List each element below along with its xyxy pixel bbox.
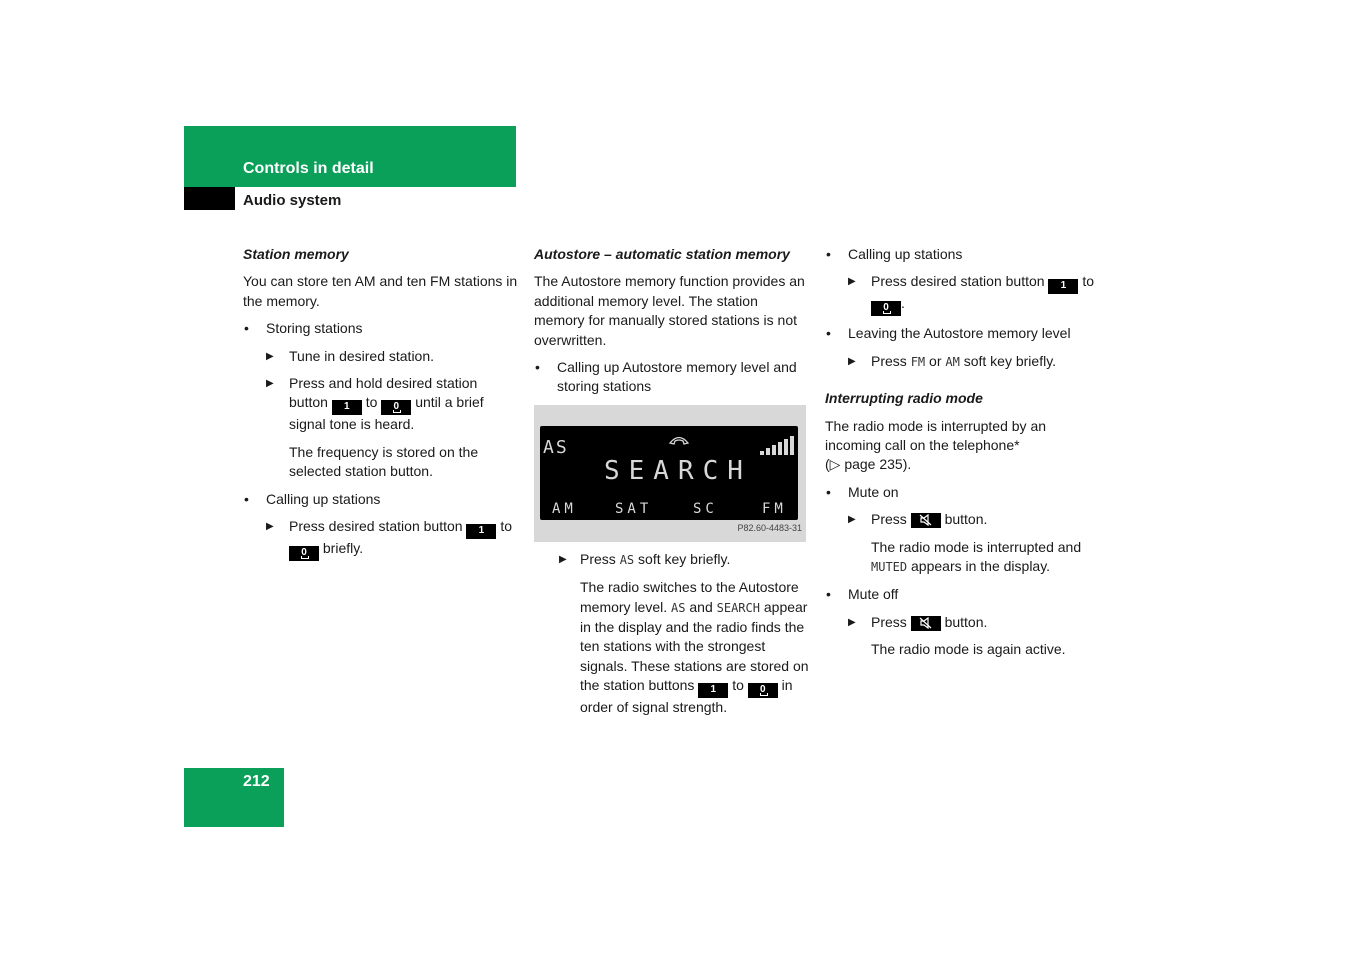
key-0-icon: 0 xyxy=(748,683,778,698)
arrow-icon: ▶ xyxy=(848,355,856,367)
radio-display xyxy=(540,426,798,520)
arrow-icon: ▶ xyxy=(848,276,856,288)
subsection-title: Audio system xyxy=(243,192,342,209)
note-frequency: The frequency is stored on the selected station button. xyxy=(289,443,479,480)
section-title: Controls in detail xyxy=(243,160,374,177)
arrow-icon: ▶ xyxy=(559,553,567,565)
step-press-desired-2: ▶ Press desired station button 1 to 0 . xyxy=(825,272,1100,316)
bullet-calling-stations: • Calling up stations xyxy=(243,490,518,509)
heading-autostore: Autostore – automatic station memory xyxy=(534,246,790,262)
display-sc: SC xyxy=(693,500,718,517)
key-1-icon: 1 xyxy=(332,400,362,415)
figure-reference: P82.60-4483-31 xyxy=(737,523,802,534)
key-1-icon: 1 xyxy=(466,524,496,539)
signal-strength-icon xyxy=(760,436,796,456)
mute-icon xyxy=(911,513,941,528)
column-autostore xyxy=(534,245,809,726)
note-active: The radio mode is again active. xyxy=(871,641,1066,658)
key-0-icon: 0 xyxy=(871,301,901,316)
intro-text: You can store ten AM and ten FM stations in the memory. xyxy=(243,273,518,309)
heading-station-memory: Station memory xyxy=(243,246,349,262)
step-press-as: ▶ Press AS soft key briefly. xyxy=(534,550,809,570)
note-muted: The radio mode is interrupted and MUTED appears in the display. xyxy=(871,538,1082,575)
bullet-calling-up: • Calling up stations xyxy=(825,245,1100,264)
step-press-mute-on: ▶ Press button. xyxy=(825,510,1100,529)
key-0-icon: 0 xyxy=(381,400,411,415)
bullet-leaving-autostore: • Leaving the Autostore memory level xyxy=(825,324,1100,343)
display-fm: FM xyxy=(762,500,787,517)
heading-interrupting: Interrupting radio mode xyxy=(825,390,983,407)
key-1-icon: 1 xyxy=(1048,279,1078,294)
display-am: AM xyxy=(552,500,577,517)
bullet-storing-stations: • Storing stations xyxy=(243,319,518,338)
display-as: AS xyxy=(543,436,569,458)
column-station-memory xyxy=(243,245,518,569)
arrow-icon: ▶ xyxy=(266,521,274,533)
arrow-icon: ▶ xyxy=(848,616,856,628)
arrow-icon: ▶ xyxy=(266,350,274,362)
bullet-mute-off: • Mute off xyxy=(825,585,1100,604)
note-autostore: The radio switches to the Autostore memory level. AS and SEARCH appear in the display and the radio finds the ten stations with the strongest signals. These stations are stored on the station buttons 1 to 0 in order of signal strength. xyxy=(580,579,809,716)
subsection-marker xyxy=(184,187,235,210)
mute-icon xyxy=(911,616,941,631)
page-number: 212 xyxy=(243,773,270,790)
step-press-hold: ▶ Press and hold desired station button 1 to 0 until a brief signal tone is heard. xyxy=(266,375,484,433)
column-interrupt xyxy=(825,245,1100,668)
intro-interrupting: The radio mode is interrupted by an incoming call on the telephone* (▷ page 235). xyxy=(825,417,1047,473)
display-sat: SAT xyxy=(615,500,653,517)
step-press-fm-am: ▶ Press FM or AM soft key briefly. xyxy=(825,352,1100,372)
telephone-icon xyxy=(668,434,690,446)
step-press-mute-off: ▶ Press button. xyxy=(825,613,1100,632)
step-tune: ▶ Tune in desired station. xyxy=(243,347,518,366)
arrow-icon: ▶ xyxy=(848,514,856,526)
intro-autostore: The Autostore memory function provides an additional memory level. The station memory for manually stored stations is not overwritten. xyxy=(534,273,805,348)
display-search: SEARCH xyxy=(604,455,752,486)
key-0-icon: 0 xyxy=(289,546,319,561)
arrow-icon: ▶ xyxy=(266,378,274,390)
step-press-desired: ▶ Press desired station button 1 to 0 briefly. xyxy=(243,517,518,561)
radio-display-figure xyxy=(534,405,806,542)
bullet-calling-autostore: • Calling up Autostore memory level and storing stations xyxy=(534,358,809,397)
key-1-icon: 1 xyxy=(698,683,728,698)
bullet-mute-on: • Mute on xyxy=(825,483,1100,502)
